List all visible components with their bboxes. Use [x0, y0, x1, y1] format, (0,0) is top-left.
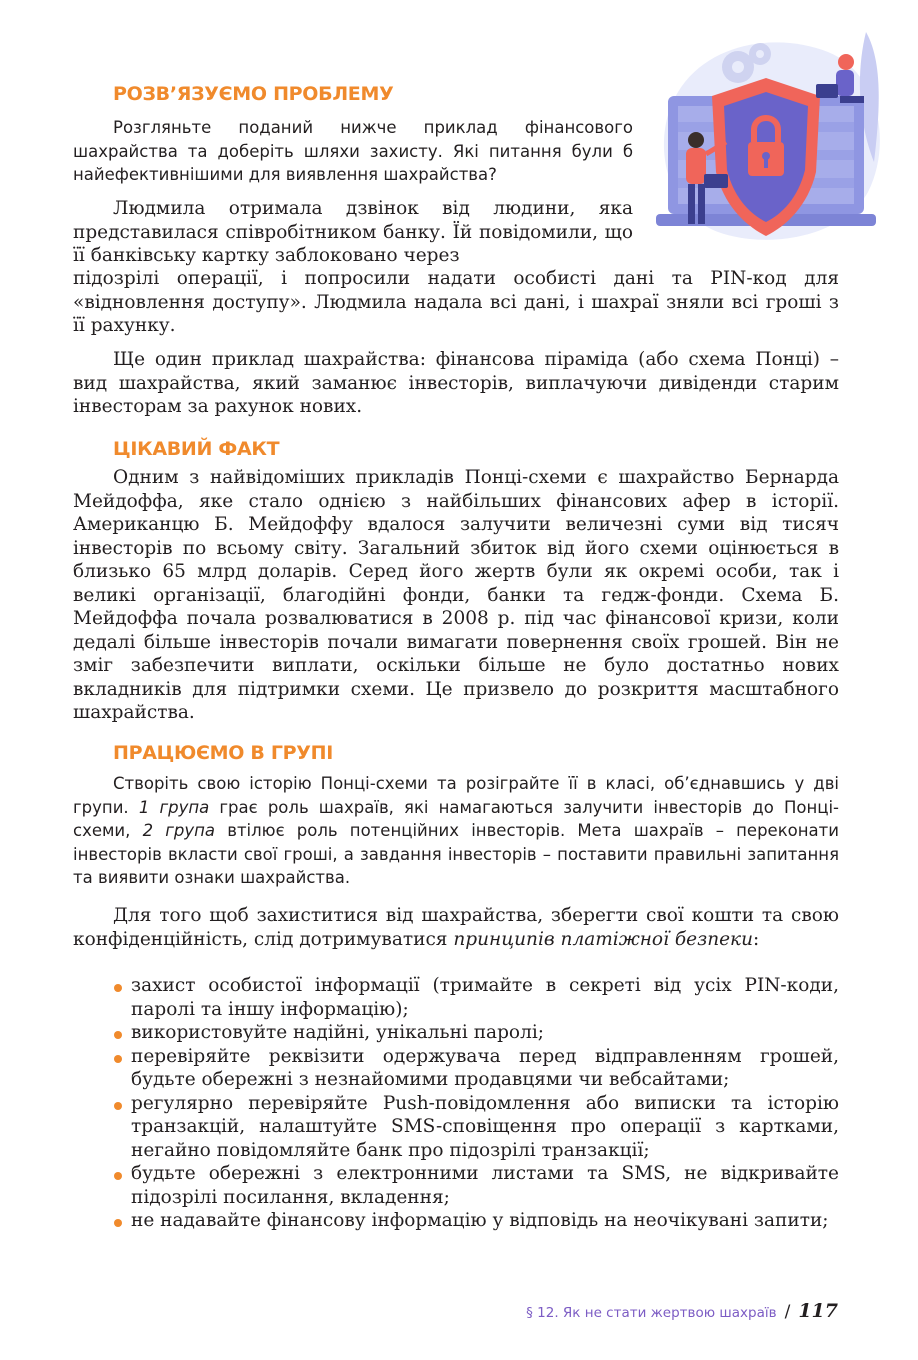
story-paragraph-top: Людмила отримала дзвінок від людини, яка представилася співробітником банку. Їй повідомили, що її банківську картку заблоковано через — [73, 198, 633, 266]
principles-list — [113, 974, 839, 1233]
list-item: перевіряйте реквізити одержувача перед відправленням грошей, будьте обережні з незнайомими продавцями чи вебсайтами; — [113, 1045, 839, 1092]
problem-intro: Розгляньте поданий нижче приклад фінансового шахрайства та доберіть шляхи захисту. Які питання були б найефективнішими для виявлення шахрайства? — [73, 118, 633, 184]
ponzi-paragraph: Ще один приклад шахрайства: фінансова піраміда (або схема Понці) – вид шахрайства, який заманює інвесторів, виплачуючи дивіденди старим інвесторам за рахунок нових. — [73, 349, 839, 417]
group-heading: ПРАЦЮЄМО В ГРУПІ — [113, 742, 334, 764]
principles-intro-b: : — [753, 928, 760, 950]
footer-separator: / — [784, 1302, 791, 1322]
fact-paragraph: Одним з найвідоміших прикладів Понці-схеми є шахрайство Бернарда Мейдоффа, яке стало однією з найбільших фінансових афер в історії. Американцю Б. Мейдоффу вдалося залучити величезні суми від тисяч інвесторів по всьому світу. Загальний збиток від його схеми оцінюється в близько 65 млрд доларів. Серед його жертв були як окремі особи, так і великі організації, благодійні фонди, банки та гедж-фонди. Схема Б. Мейдоффа почала розвалюватися в 2008 р. під час фінансової кризи, коли дедалі більше інвесторів почали вимагати повернення своїх грошей. Він не зміг забезпечити виплати, оскільки більше не було достатньо нових вкладників для підтримки схеми. Це призвело до розкриття масштабного шахрайства. — [73, 467, 839, 723]
list-item: захист особистої інформації (тримайте в секреті від усіх PIN-коди, паролі та іншу інформацію); — [113, 974, 839, 1021]
story-paragraph-rest: підозрілі операції, і попросили надати особисті дані та PIN-код для «відновлення доступу». Людмила надала всі дані, і шахраї зняли всі гроші з її рахунку. — [73, 268, 839, 336]
page-footer — [526, 1300, 838, 1322]
principles-emphasis: принципів платіжної безпеки — [453, 928, 754, 950]
group-text-a: Створіть свою історію Понці-схеми та розіграйте її в класі, об’єднавшись у дві групи. — [73, 774, 839, 817]
group-2-label: 2 група — [142, 821, 216, 840]
principles-intro — [73, 904, 839, 951]
list-item: будьте обережні з електронними листами та SMS, не відкривайте підозрілі посилання, вкладення; — [113, 1162, 839, 1209]
problem-heading: РОЗВ’ЯЗУЄМО ПРОБЛЕМУ — [113, 83, 394, 105]
list-item: використовуйте надійні, унікальні паролі; — [113, 1021, 839, 1045]
principles-intro-a: Для того щоб захиститися від шахрайства, зберегти свої кошти та свою конфіденційність, слід дотримуватися — [73, 905, 839, 950]
list-item: не надавайте фінансову інформацію у відповідь на неочікувані запити; — [113, 1209, 839, 1233]
group-text-b: грає роль шахраїв, які намагаються залучити інвесторів до Понці-схеми, — [73, 797, 839, 840]
page-number: 117 — [798, 1300, 838, 1322]
group-paragraph — [73, 772, 839, 890]
footer-section-title: § 12. Як не стати жертвою шахраїв — [526, 1305, 777, 1321]
list-item: регулярно перевіряйте Push-повідомлення або виписки та історію транзакцій, налаштуйте SMS-сповіщення про операції з картками, негайно повідомляйте банк про підозрілі транзакції; — [113, 1092, 839, 1163]
security-illustration — [648, 22, 888, 252]
group-text-c: втілює роль потенційних інвесторів. Мета шахраїв – переконати інвесторів вкласти свої гроші, а завдання інвесторів – поставити правильні запитання та виявити ознаки шахрайства. — [73, 821, 839, 887]
group-1-label: 1 група — [138, 797, 210, 817]
fact-heading: ЦІКАВИЙ ФАКТ — [113, 438, 280, 460]
